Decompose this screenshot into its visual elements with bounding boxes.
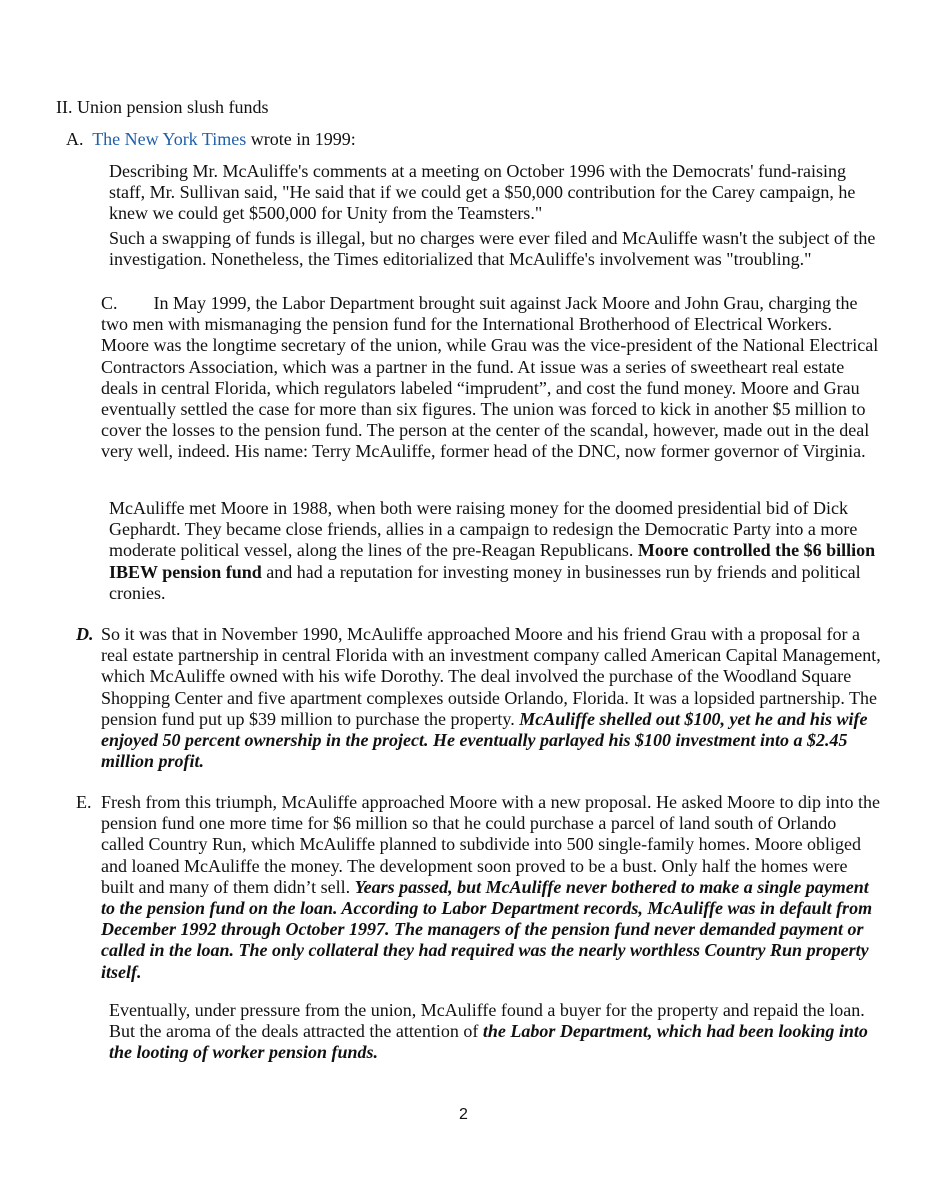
item-d-label: D. [76, 624, 94, 644]
item-d-emphasis: McAuliffe shelled out $100, yet he and his wife enjoyed 50 percent ownership in the project. He eventually parlayed his $100 investment into a $2.45 million profit. [101, 708, 868, 772]
moore-bold-text: Moore controlled the $6 billion IBEW pension fund [109, 540, 876, 582]
item-d-text: So it was that in November 1990, McAuliffe approached Moore and his friend Grau with a proposal for a real estate partnership in central Florida with an investment company called American Capital Management, which McAuliffe owned with his wife Dorothy. The deal involved the purchase of the Woodland Square Shopping Center and five apartment complexes outside Orlando, Florida. It was a lopsided partnership. The pension fund put up $39 million to purchase the property. [101, 624, 881, 729]
eventually-text: Eventually, under pressure from the union, McAuliffe found a buyer for the property and repaid the loan. But the aroma of the deals attracted the attention of [109, 1000, 865, 1042]
quote-paragraph-1: Describing Mr. McAuliffe's comments at a meeting on October 1996 with the Democrats' fund-raising staff, Mr. Sullivan said, "He said that if we could get a $50,000 contribution for the Carey campaign, he knew we could get $500,000 for Unity from the Teamsters." [109, 161, 856, 224]
item-e-label: E. [76, 792, 92, 812]
item-c-text: In May 1999, the Labor Department brought suit against Jack Moore and John Grau, charging the two men with mismanaging the pension fund for the International Brotherhood of Electrical Workers. Moore was the longtime secretary of the union, while Grau was the vice-president of the National Electrical Contractors Association, which was a partner in the fund. At issue was a series of sweetheart real estate deals in central Florida, which regulators labeled “imprudent”, and cost the fund money. Moore and Grau eventually settled the case for more than six figures. The union was forced to kick in another $5 million to cover the losses to the pension fund. The person at the center of the scandal, however, made out in the deal very well, indeed. His name: Terry McAuliffe, former head of the DNC, now former governor of Virginia. [101, 293, 879, 462]
item-e-text: Fresh from this triumph, McAuliffe approached Moore with a new proposal. He asked Moore to dip into the pension fund one more time for $6 million so that he could purchase a parcel of land south of Orlando called Country Run, which McAuliffe planned to subdivide into 500 single-family homes. Moore obliged and loaned McAuliffe the money. The development soon proved to be a bust. Only half the homes were built and many of them didn’t sell. [101, 792, 881, 897]
eventually-emphasis: the Labor Department, which had been looking into the looting of worker pension funds. [109, 1021, 868, 1063]
item-e-emphasis: Years passed, but McAuliffe never bothered to make a single payment to the pension fund on the loan. According to Labor Department records, McAuliffe was in default from December 1992 through October 1997. The managers of the pension fund never demanded payment or called in the loan. The only collateral they had required was the nearly worthless Country Run property itself. [101, 876, 873, 982]
item-d-paragraph [101, 624, 881, 772]
item-c-label: C. [101, 293, 118, 313]
item-c-paragraph [101, 293, 883, 463]
item-e-paragraph [101, 792, 881, 983]
page-number: 2 [459, 1106, 468, 1123]
eventually-paragraph [109, 1000, 881, 1064]
nyt-link[interactable]: The New York Times [92, 129, 247, 149]
quote-paragraph-2: Such a swapping of funds is illegal, but no charges were ever filed and McAuliffe wasn't the subject of the investigation. Nonetheless, the Times editorialized that McAuliffe's involvement was "troubling." [109, 228, 876, 270]
moore-text: McAuliffe met Moore in 1988, when both were raising money for the doomed presidential bid of Dick Gephardt. They became close friends, allies in a campaign to redesign the Democratic Party into a more moderate political vessel, along the lines of the pre-Reagan Republicans. [109, 498, 858, 561]
item-a [66, 129, 356, 150]
moore-paragraph [109, 498, 881, 604]
item-a-label: A. [66, 129, 84, 149]
moore-text-end: and had a reputation for investing money in businesses run by friends and political cronies. [109, 561, 861, 603]
item-a-rest: wrote in 1999: [246, 129, 356, 149]
section-heading: II. Union pension slush funds [56, 97, 269, 117]
